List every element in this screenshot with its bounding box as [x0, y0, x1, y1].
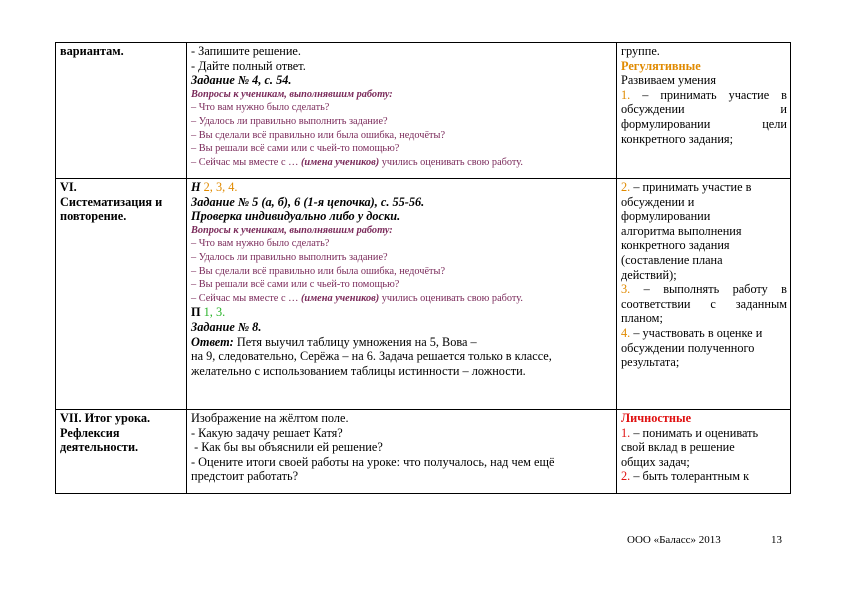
skill-line: результата;	[621, 355, 680, 370]
question-item: – Сейчас мы вместе с … (имена учеников) учились оценивать свою работу.	[191, 292, 523, 304]
skill-line: Развиваем умения	[621, 73, 717, 88]
question-item: – Что вам нужно было сделать?	[191, 238, 330, 250]
activity-line: - Как бы вы объяснили ей решение?	[191, 440, 383, 455]
table-row	[56, 43, 791, 179]
questions-header: Вопросы к ученикам, выполнявшим работу:	[191, 88, 393, 100]
level-line: П 1, 3.	[191, 305, 226, 320]
category-label: Личностные	[621, 411, 692, 425]
question-item: – Вы решали всё сами или с чьей-то помощью?	[191, 143, 400, 155]
skill-line: группе.	[621, 44, 660, 58]
stage-cell	[56, 179, 187, 410]
skill-line: соответствии с заданным	[621, 296, 787, 311]
stage-text: деятельности.	[60, 440, 139, 455]
instruction-line: - Запишите решение.	[191, 44, 301, 58]
skill-line: свой вклад в решение	[621, 440, 735, 455]
skill-line: формулировании цели	[621, 116, 787, 131]
category-label: Регулятивные	[621, 58, 701, 73]
answer-line: Ответ: Петя выучил таблицу умножения на 5, Вова –	[191, 334, 477, 349]
activity-line: Изображение на жёлтом поле.	[191, 411, 349, 425]
skill-item: 2. – принимать участие в	[621, 180, 752, 194]
stage-text: VI.	[60, 180, 77, 194]
answer-line: желательно с использованием таблицы истинности – ложности.	[191, 363, 526, 378]
skill-item: 2. – быть толерантным к	[621, 469, 750, 484]
question-item: – Удалось ли правильно выполнить задание?	[191, 251, 388, 263]
footer-publisher: ООО «Баласс» 2013	[627, 534, 721, 546]
skill-line: формулировании	[621, 209, 711, 224]
question-item: – Что вам нужно было сделать?	[191, 102, 330, 114]
skill-item: 4. – участвовать в оценке и	[621, 325, 763, 340]
stage-text: вариантам.	[60, 44, 124, 58]
question-item: – Вы решали всё сами или с чьей-то помощью?	[191, 279, 400, 291]
stage-text: Рефлексия	[60, 425, 120, 440]
stage-cell	[56, 410, 187, 494]
level-line: Н 2, 3, 4.	[191, 180, 238, 194]
skill-item: 1. – принимать участие в	[621, 87, 787, 102]
table-row	[56, 179, 791, 410]
activity-cell	[187, 43, 617, 179]
task-reference: Задание № 8.	[191, 319, 262, 334]
skill-line: (составление плана	[621, 252, 723, 267]
question-item: – Сейчас мы вместе с … (имена учеников) учились оценивать свою работу.	[191, 156, 523, 168]
stage-text: повторение.	[60, 209, 127, 224]
task-reference: Задание № 4, с. 54.	[191, 73, 292, 88]
skill-line: обсуждении и	[621, 194, 695, 209]
skill-line: обсуждении полученного	[621, 340, 755, 355]
activity-line: - Какую задачу решает Катя?	[191, 425, 343, 440]
instruction-line: - Дайте полный ответ.	[191, 58, 306, 73]
page-number: 13	[771, 534, 782, 546]
skill-line: конкретного задания;	[621, 131, 733, 146]
skill-line: действий);	[621, 267, 677, 282]
table-row	[56, 410, 791, 494]
skills-cell	[617, 179, 791, 410]
questions-header: Вопросы к ученикам, выполнявшим работу:	[191, 224, 393, 236]
stage-cell	[56, 43, 187, 179]
question-item: – Вы сделали всё правильно или была ошибка, недочёты?	[191, 129, 446, 141]
skill-line: алгоритма выполнения	[621, 223, 742, 238]
stage-text: VII. Итог урока.	[60, 411, 151, 425]
skill-item: 1. – понимать и оценивать	[621, 425, 759, 440]
question-item: – Удалось ли правильно выполнить задание?	[191, 115, 388, 127]
answer-line: на 9, следовательно, Серёжа – на 6. Задача решается только в классе,	[191, 349, 552, 364]
skill-line: планом;	[621, 311, 663, 326]
activity-line: - Оцените итоги своей работы на уроке: что получалось, над чем ещё	[191, 454, 555, 469]
task-reference: Задание № 5 (а, б), 6 (1-я цепочка), с. 55-56.	[191, 194, 425, 209]
skill-item: 3. – выполнять работу в	[621, 282, 787, 297]
skill-line: обсуждении и	[621, 102, 787, 117]
check-note: Проверка индивидуально либо у доски.	[191, 209, 401, 224]
skill-line: общих задач;	[621, 454, 690, 469]
skills-cell	[617, 43, 791, 179]
activity-cell	[187, 410, 617, 494]
skill-line: конкретного задания	[621, 238, 730, 253]
activity-cell	[187, 179, 617, 410]
lesson-table	[55, 42, 791, 494]
question-item: – Вы сделали всё правильно или была ошибка, недочёты?	[191, 265, 446, 277]
skills-cell	[617, 410, 791, 494]
activity-line: предстоит работать?	[191, 469, 299, 484]
stage-text: Систематизация и	[60, 194, 163, 209]
